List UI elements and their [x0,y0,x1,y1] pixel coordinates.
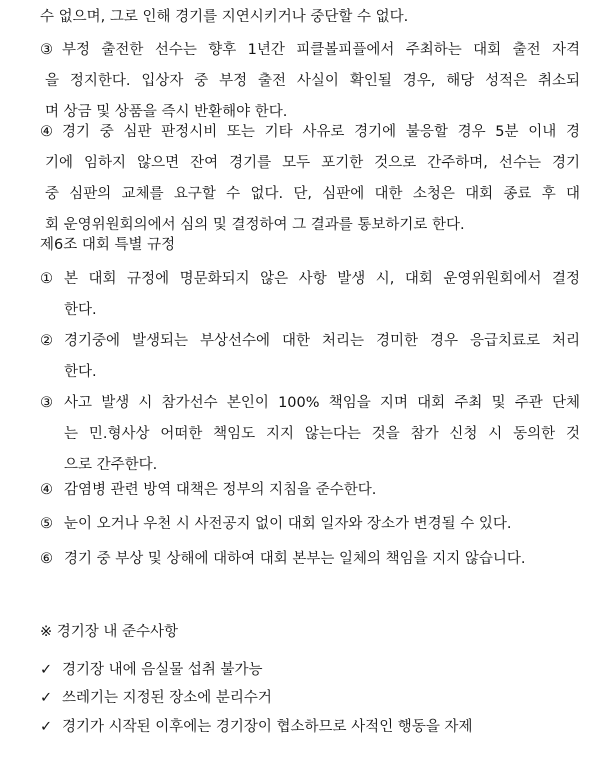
rule-item-b6 [40,544,580,575]
rule-item-a3 [40,35,580,128]
item-line: 는 민.형사상 어떠한 책임도 지지 않는다는 것을 참가 신청 시 동의한 것 [64,426,580,442]
item-marker: ① [40,271,53,287]
item-line: 으로 간주한다. [64,457,158,473]
item-line: 경기 중 심판 판정시비 또는 기타 사유로 경기에 불응할 경우 5분 이내 경 [62,124,580,140]
rule-item-b2 [40,326,580,388]
item-line: 기에 임하지 않으면 잔여 경기를 모두 포기한 것으로 간주하며, 선수는 경기 [45,155,580,171]
rule-item-b5 [40,509,580,540]
item-line: 경기 중 부상 및 상해에 대하여 대회 본부는 일체의 책임을 지지 않습니다. [64,551,526,567]
item-marker: ④ [40,124,53,140]
item-marker: ② [40,333,53,349]
item-marker: ③ [40,42,53,58]
item-line: 중 심판의 교체를 요구할 수 없다. 단, 심판에 대한 소청은 대회 종료 후 대 [45,186,580,202]
item-marker: ⑥ [40,551,53,567]
rule-item-b1 [40,264,580,326]
continuation-paragraph [40,2,580,33]
item-line: 을 정지한다. 입상자 중 부정 출전 사실이 확인될 경우, 해당 성적은 취소되 [45,73,580,89]
item-line: 눈이 오거나 우천 시 사전공지 없이 대회 일자와 장소가 변경될 수 있다. [64,516,512,532]
checkmark-icon: ✓ [40,719,53,735]
item-line: 부정 출전한 선수는 향후 1년간 피클볼피플에서 주최하는 대회 출전 자격 [62,42,580,58]
section-title: 제6조 대회 특별 규정 [40,237,176,253]
item-line: 경기중에 발생되는 부상선수에 대한 처리는 경미한 경우 응급치료로 처리 [64,333,580,349]
item-marker: ③ [40,395,53,411]
venue-rules-title: ※ 경기장 내 준수사항 [40,624,179,640]
venue-rule-item [40,684,272,712]
item-line: 며 상금 및 상품을 즉시 반환해야 한다. [45,104,288,120]
item-line: 한다. [64,364,97,380]
venue-rule-text: 경기장 내에 음실물 섭취 불가능 [62,662,263,678]
item-marker: ④ [40,482,53,498]
continuation-line: 수 없으며, 그로 인해 경기를 지연시키거나 중단할 수 없다. [40,9,409,25]
item-line: 한다. [64,302,97,318]
item-line: 감염병 관련 방역 대책은 정부의 지침을 준수한다. [64,482,377,498]
rule-item-a4 [40,117,580,241]
rule-item-b3 [40,388,580,481]
venue-rule-item [40,656,263,684]
venue-rule-item [40,713,472,741]
rule-item-b4 [40,475,580,506]
checkmark-icon: ✓ [40,662,53,678]
checkmark-icon: ✓ [40,690,53,706]
item-line: 사고 발생 시 참가선수 본인이 100% 책임을 지며 대회 주최 및 주관 단체 [64,395,580,411]
item-marker: ⑤ [40,516,53,532]
item-line: 본 대회 규정에 명문화되지 않은 사항 발생 시, 대회 운영위원회에서 결정 [64,271,580,287]
venue-rule-text: 경기가 시작된 이후에는 경기장이 협소하므로 사적인 행동을 자제 [62,719,473,735]
venue-rule-text: 쓰레기는 지정된 장소에 분리수거 [62,690,272,706]
item-line: 회 운영위원회의에서 심의 및 결정하여 그 결과를 통보하기로 한다. [45,217,465,233]
